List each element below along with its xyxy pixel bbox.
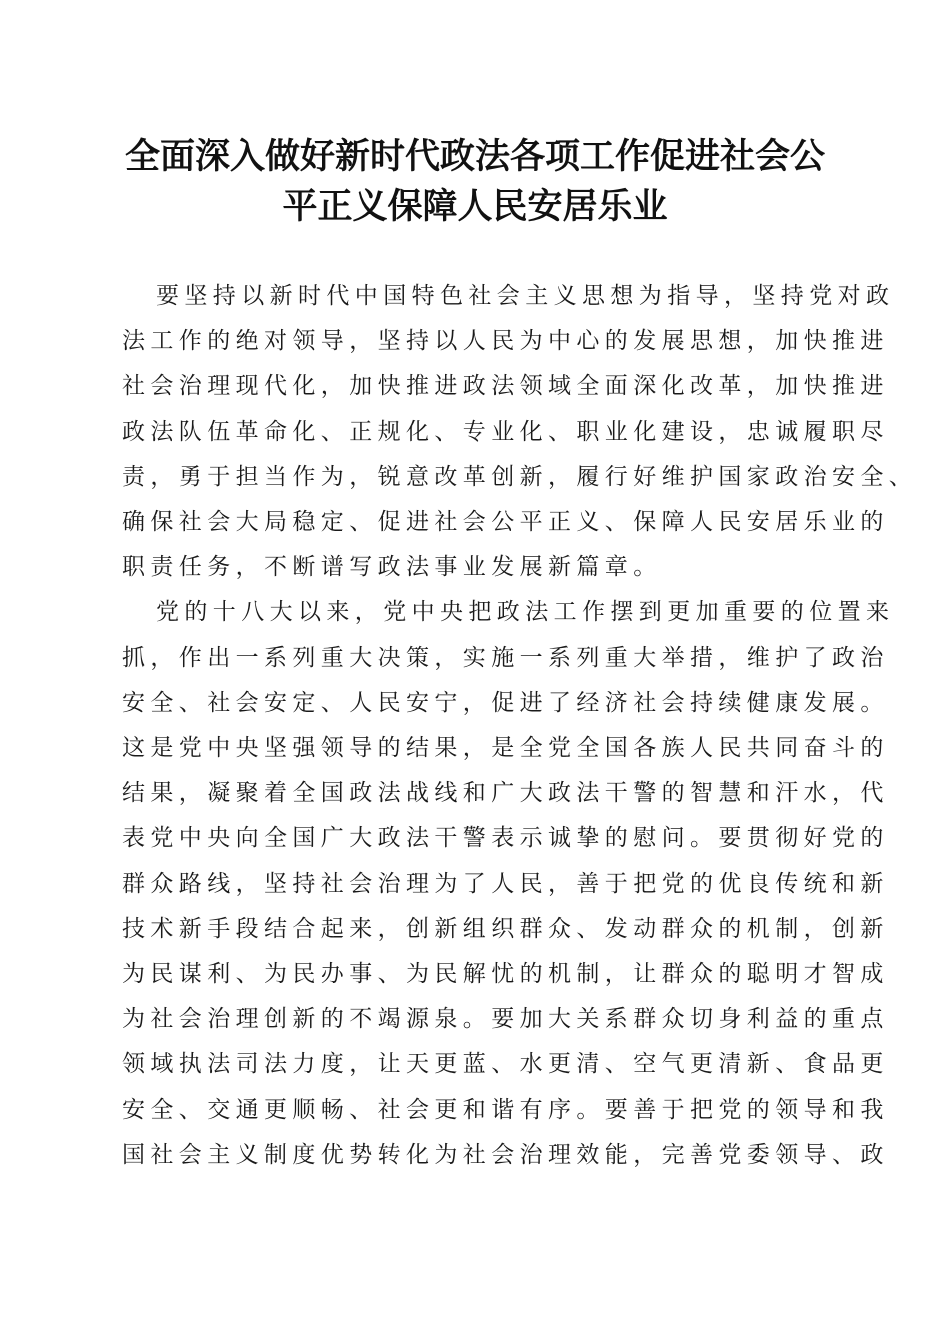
- text-line: 领域执法司法力度，让天更蓝、水更清、空气更清新、食品更: [122, 1051, 889, 1078]
- text-line: 社会治理现代化，加快推进政法领域全面深化改革，加快推进: [122, 373, 889, 400]
- text-line: 这是党中央坚强领导的结果，是全党全国各族人民共同奋斗的: [122, 735, 889, 762]
- paragraph: [122, 274, 918, 590]
- text-line: 表党中央向全国广大政法干警表示诚挚的慰问。要贯彻好党的: [122, 825, 889, 852]
- text-line: 国社会主义制度优势转化为社会治理效能，完善党委领导、政: [122, 1141, 889, 1168]
- text-line: 责，勇于担当作为，锐意改革创新，履行好维护国家政治安全、: [122, 463, 918, 490]
- text-line: 政法队伍革命化、正规化、专业化、职业化建设，忠诚履职尽: [122, 418, 889, 445]
- text-line: 结果，凝聚着全国政法战线和广大政法干警的智慧和汗水，代: [122, 780, 889, 807]
- text-line: 要坚持以新时代中国特色社会主义思想为指导，坚持党对政: [156, 283, 895, 309]
- text-line: 职责任务，不断谱写政法事业发展新篇章。: [122, 554, 662, 581]
- title-line: 全面深入做好新时代政法各项工作促进社会公: [124, 136, 825, 177]
- text-line: 安全、交通更顺畅、社会更和谐有序。要善于把党的领导和我: [122, 1096, 889, 1123]
- text-line: 为民谋利、为民办事、为民解忧的机制，让群众的聪明才智成: [122, 961, 889, 988]
- text-line: 技术新手段结合起来，创新组织群众、发动群众的机制，创新: [122, 915, 889, 942]
- title-line: 平正义保障人民安居乐业: [282, 186, 668, 227]
- text-line: 法工作的绝对领导，坚持以人民为中心的发展思想，加快推进: [122, 328, 889, 355]
- document-title: [100, 132, 850, 232]
- text-line: 党的十八大以来，党中央把政法工作摆到更加重要的位置来: [156, 599, 895, 626]
- document-body: [122, 274, 918, 1178]
- text-line: 抓，作出一系列重大决策，实施一系列重大举措，维护了政治: [122, 644, 889, 671]
- text-line: 确保社会大局稳定、促进社会公平正义、保障人民安居乐业的: [122, 509, 889, 536]
- text-line: 安全、社会安定、人民安宁，促进了经济社会持续健康发展。: [122, 689, 889, 716]
- text-line: 为社会治理创新的不竭源泉。要加大关系群众切身利益的重点: [122, 1006, 889, 1033]
- text-line: 群众路线，坚持社会治理为了人民，善于把党的优良传统和新: [122, 870, 889, 897]
- paragraph: [122, 590, 895, 1178]
